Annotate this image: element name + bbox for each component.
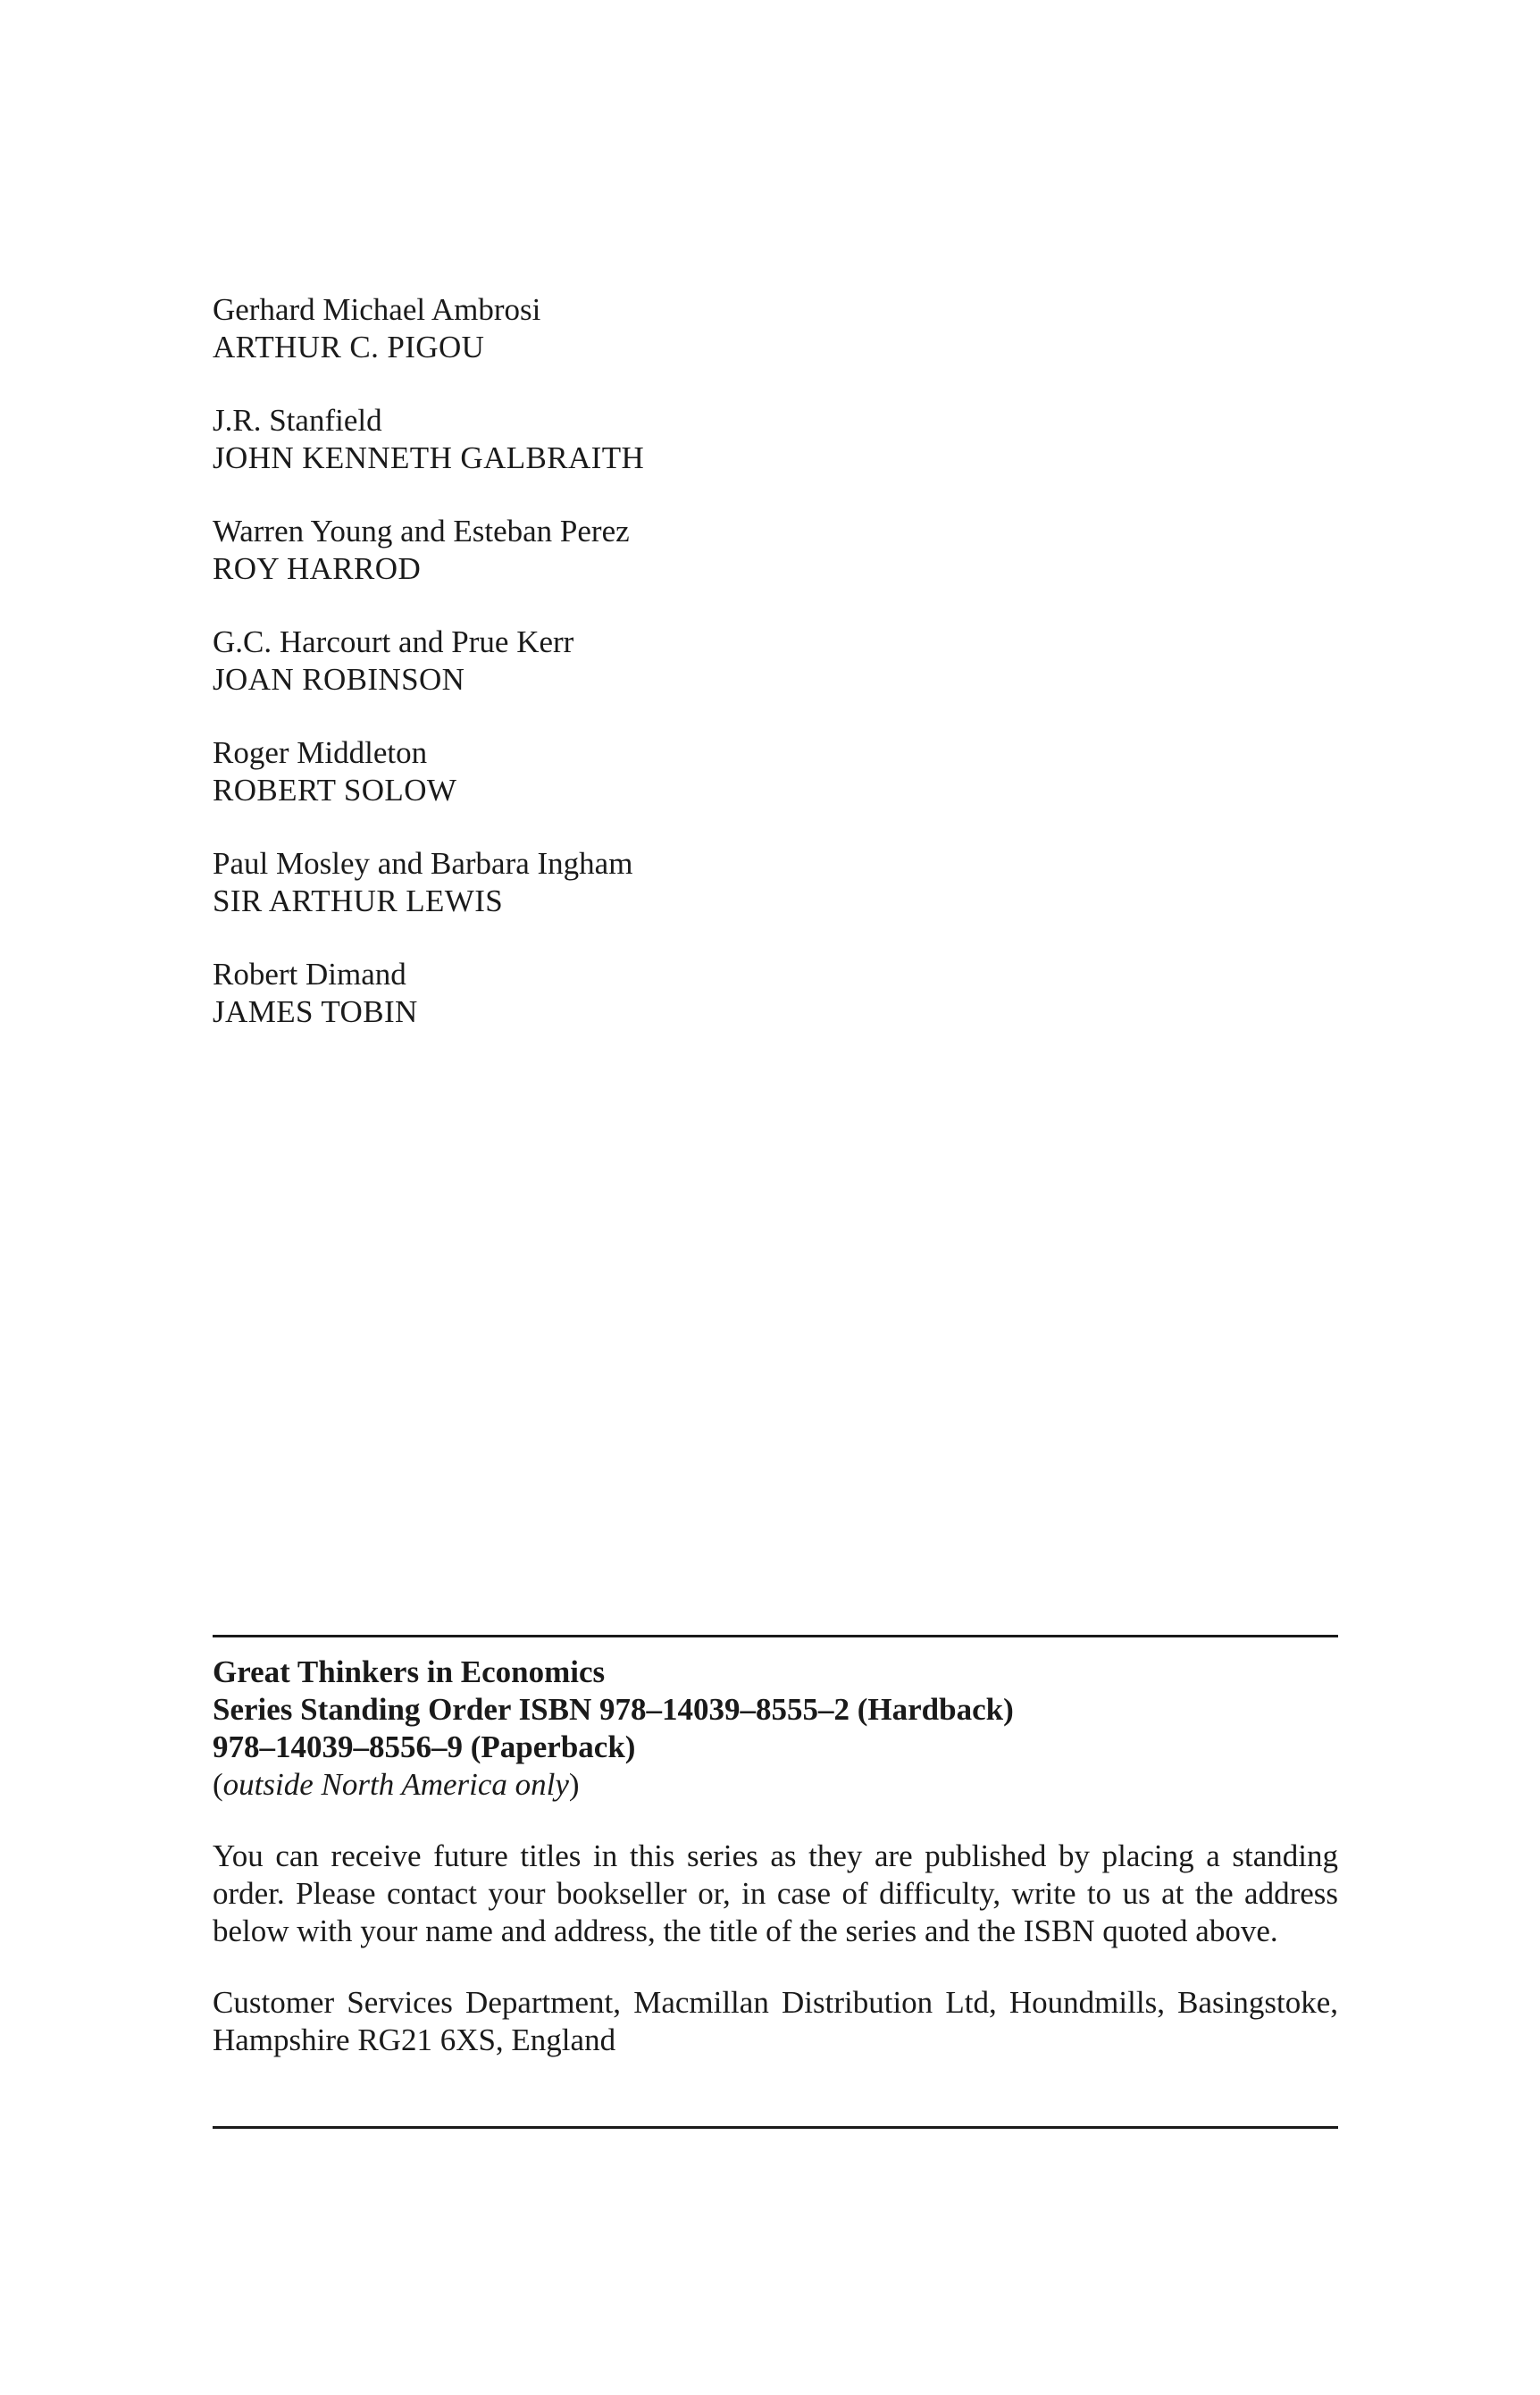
region-note (213, 1766, 1338, 1804)
address-paragraph: Customer Services Department, Macmillan Distribution Ltd, Houndmills, Basingstoke, Hampshire RG21 6XS, England (213, 1985, 1338, 2057)
entry-author: Robert Dimand (213, 957, 406, 992)
entry-author: J.R. Stanfield (213, 403, 382, 438)
entry-subject: JOAN ROBINSON (213, 662, 465, 697)
entry-author: Gerhard Michael Ambrosi (213, 292, 541, 327)
isbn-paperback: 978–14039–8556–9 (Paperback) (213, 1729, 636, 1764)
series-name: Great Thinkers in Economics (213, 1654, 606, 1689)
standing-order-paragraph: You can receive future titles in this series as they are published by placing a standing order. Please contact your bookseller or, in case of difficulty, write to us at the address below with your name and address, the title of the series and the ISBN quoted above. (213, 1838, 1338, 1948)
entry-subject: SIR ARTHUR LEWIS (213, 883, 504, 918)
title-entry (213, 624, 1338, 699)
top-divider (213, 1635, 1338, 1637)
isbn-hardback: Series Standing Order ISBN 978–14039–8555–2 (Hardback) (213, 1692, 1014, 1727)
series-title-list (213, 291, 1338, 1067)
entry-subject: JAMES TOBIN (213, 994, 418, 1029)
title-entry (213, 291, 1338, 366)
entry-subject: ROY HARROD (213, 551, 422, 586)
title-entry (213, 402, 1338, 477)
entry-author: Warren Young and Esteban Perez (213, 514, 630, 549)
series-order-box (213, 1654, 1338, 2059)
entry-subject: ARTHUR C. PIGOU (213, 330, 485, 364)
entry-author: Roger Middleton (213, 735, 428, 770)
entry-author: Paul Mosley and Barbara Ingham (213, 846, 633, 881)
bottom-divider (213, 2126, 1338, 2129)
region-paren-open: ( (213, 1767, 223, 1802)
entry-subject: JOHN KENNETH GALBRAITH (213, 440, 645, 475)
region-paren-close: ) (568, 1767, 580, 1802)
entry-subject: ROBERT SOLOW (213, 773, 457, 808)
title-entry (213, 734, 1338, 809)
entry-author: G.C. Harcourt and Prue Kerr (213, 624, 574, 659)
title-entry (213, 845, 1338, 920)
title-entry (213, 513, 1338, 588)
title-entry (213, 956, 1338, 1031)
region-text: outside North America only (222, 1767, 569, 1802)
